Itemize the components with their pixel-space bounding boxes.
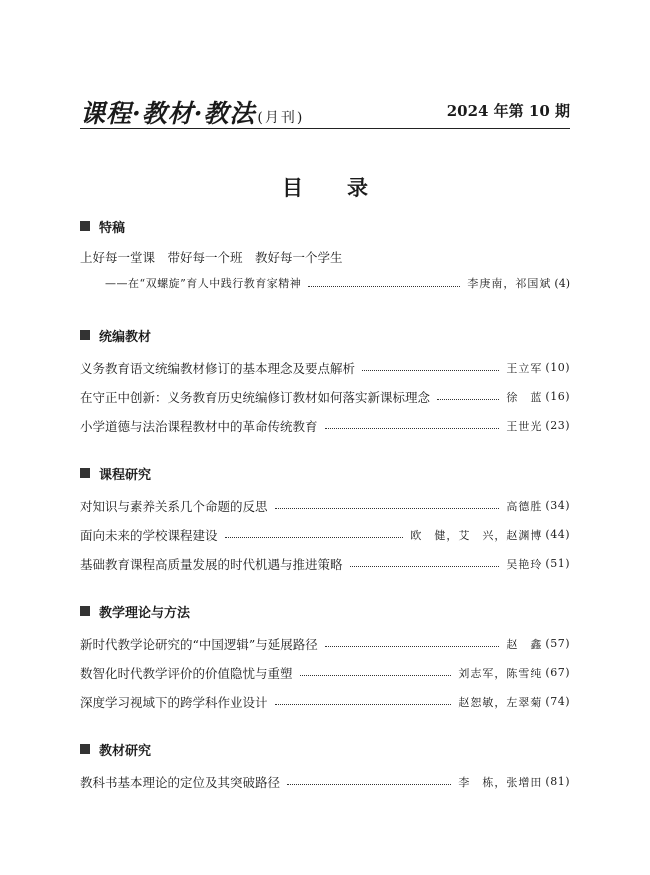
journal-name: 课程·教材·教法 [80, 99, 256, 128]
square-bullet-icon [80, 744, 90, 754]
section-heading-label: 教学理论与方法 [99, 605, 191, 621]
entry-title: 新时代教学论研究的“中国逻辑”与延展路径 [80, 636, 318, 652]
square-bullet-icon [80, 330, 90, 340]
section-heading [80, 740, 570, 758]
dot-leader [437, 399, 499, 400]
entry-title: 数智化时代教学评价的价值隐忧与重塑 [80, 665, 293, 681]
entry-subtitle: ——在“双螺旋”育人中践行教育家精神 [105, 277, 302, 290]
dot-leader [325, 646, 500, 647]
toc-entry[interactable] [80, 353, 570, 382]
toc-section-special [80, 217, 570, 296]
journal-frequency: (月刊) [257, 110, 305, 126]
entry-page: (44) [545, 528, 570, 541]
toc-title: 目录 [282, 175, 412, 200]
toc-section-textbook-research [80, 740, 570, 796]
entry-page: (10) [545, 361, 570, 374]
entry-author: 吴艳玲 [506, 557, 543, 571]
entry-page: (4) [554, 276, 570, 290]
section-heading [80, 326, 570, 344]
entry-page: (34) [545, 499, 570, 512]
entry-author: 赵 鑫 [506, 637, 543, 651]
toc-entry[interactable] [80, 491, 570, 520]
toc-entry[interactable] [80, 767, 570, 796]
toc-entry-title[interactable] [80, 244, 570, 270]
dot-leader [300, 675, 452, 676]
entry-author: 刘志军，陈雪纯 [458, 666, 543, 680]
section-heading-label: 特稿 [99, 220, 126, 236]
square-bullet-icon [80, 468, 90, 478]
section-heading-label: 教材研究 [99, 743, 152, 759]
entry-author: 王立军 [506, 361, 543, 375]
toc-entry[interactable] [80, 658, 570, 687]
toc-section-curriculum-research [80, 464, 570, 578]
section-heading [80, 464, 570, 482]
entry-author: 高德胜 [506, 499, 543, 513]
entry-page: (67) [545, 666, 570, 679]
dot-leader [275, 508, 500, 509]
dot-leader [350, 566, 500, 567]
entry-author: 欧 健，艾 兴，赵渊博 [410, 528, 543, 542]
dot-leader [275, 704, 452, 705]
entry-title: 义务教育语文统编教材修订的基本理念及要点解析 [80, 360, 356, 376]
dot-leader [225, 537, 404, 538]
journal-header [80, 88, 570, 128]
entry-page: (23) [545, 419, 570, 432]
entry-page: (16) [545, 390, 570, 403]
section-heading-label: 课程研究 [99, 467, 152, 483]
entry-author: 李 栋，张增田 [458, 775, 543, 789]
entry-page: (81) [545, 775, 570, 788]
entry-title: 小学道德与法治课程教材中的革命传统教育 [80, 418, 318, 434]
entry-page: (74) [545, 695, 570, 708]
section-heading [80, 217, 570, 235]
entry-author: 徐 蓝 [506, 390, 543, 404]
dot-leader [362, 370, 499, 371]
dot-leader [287, 784, 451, 785]
toc-entry[interactable] [80, 382, 570, 411]
entry-title: 教科书基本理论的定位及其突破路径 [80, 774, 281, 790]
entry-page: (57) [545, 637, 570, 650]
dot-leader [308, 286, 460, 287]
toc-entry-subtitle[interactable] [80, 270, 570, 296]
toc-entry[interactable] [80, 549, 570, 578]
journal-title [80, 94, 304, 130]
toc-entry[interactable] [80, 520, 570, 549]
entry-title: 深度学习视域下的跨学科作业设计 [80, 694, 268, 710]
toc-entry[interactable] [80, 629, 570, 658]
toc-section-unified-textbooks [80, 326, 570, 440]
entry-title: 基础教育课程高质量发展的时代机遇与推进策略 [80, 556, 343, 572]
entry-author: 赵恕敏，左翠菊 [458, 695, 543, 709]
dot-leader [325, 428, 500, 429]
square-bullet-icon [80, 221, 90, 231]
issue-number: 2024 年第 10 期 [446, 102, 570, 120]
entry-author: 王世光 [506, 419, 543, 433]
entry-page: (51) [545, 557, 570, 570]
entry-title: 上好每一堂课 带好每一个班 教好每一个学生 [80, 250, 343, 265]
entry-author: 李庚南，祁国斌 [467, 277, 552, 290]
square-bullet-icon [80, 606, 90, 616]
section-heading [80, 602, 570, 620]
entry-title: 在守正中创新：义务教育历史统编修订教材如何落实新课标理念 [80, 389, 431, 405]
entry-title: 面向未来的学校课程建设 [80, 527, 218, 543]
header-divider [80, 128, 570, 129]
section-heading-label: 统编教材 [99, 329, 152, 345]
toc-section-teaching-theory [80, 602, 570, 716]
entry-title: 对知识与素养关系几个命题的反思 [80, 498, 268, 514]
toc-entry[interactable] [80, 687, 570, 716]
toc-entry[interactable] [80, 411, 570, 440]
